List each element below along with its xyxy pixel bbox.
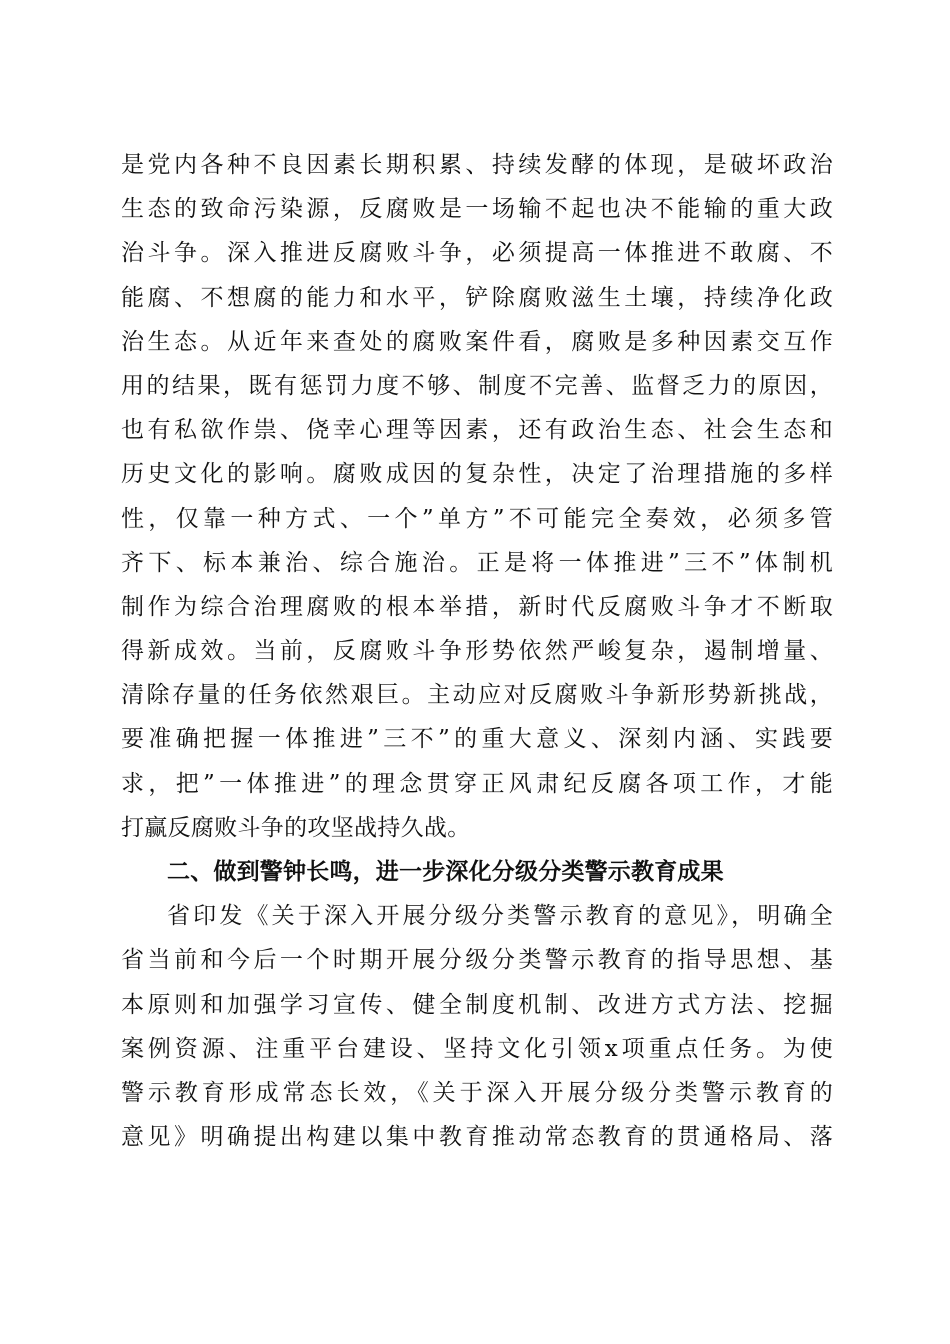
text-line: 用的结果，既有惩罚力度不够、制度不完善、监督乏力的原因，	[121, 372, 833, 399]
text-line: 性，仅靠一种方式、一个”单方”不可能完全奏效，必须多管	[121, 505, 833, 532]
text-line: 清除存量的任务依然艰巨。主动应对反腐败斗争新形势新挑战，	[121, 682, 833, 709]
text-line: 意见》明确提出构建以集中教育推动常态教育的贯通格局、落	[121, 1124, 833, 1151]
paragraph-2	[121, 894, 833, 1159]
text-line: 得新成效。当前，反腐败斗争形势依然严峻复杂，遏制增量、	[121, 638, 833, 665]
text-line: 省当前和今后一个时期开展分级分类警示教育的指导思想、基	[121, 947, 833, 974]
text-line: 案例资源、注重平台建设、坚持文化引领x项重点任务。为使	[121, 1035, 833, 1062]
text-line: 齐下、标本兼治、综合施治。正是将一体推进”三不”体制机	[121, 549, 833, 576]
section-heading: 二、做到警钟长鸣，进一步深化分级分类警示教育成果	[167, 859, 724, 885]
text-line: 历史文化的影响。腐败成因的复杂性，决定了治理措施的多样	[121, 461, 833, 488]
text-line: 打赢反腐败斗争的攻坚战持久战。	[121, 814, 471, 841]
text-line: 警示教育形成常态长效，《关于深入开展分级分类警示教育的	[121, 1079, 833, 1106]
document-body	[121, 143, 833, 1159]
paragraph-1	[121, 143, 833, 850]
text-line: 制作为综合治理腐败的根本举措，新时代反腐败斗争才不断取	[121, 593, 833, 620]
text-line: 能腐、不想腐的能力和水平，铲除腐败滋生土壤，持续净化政	[121, 284, 833, 311]
text-line: 治斗争。深入推进反腐败斗争，必须提高一体推进不敢腐、不	[121, 240, 833, 267]
text-line: 省印发《关于深入开展分级分类警示教育的意见》，明确全	[167, 903, 833, 930]
text-line: 也有私欲作祟、侥幸心理等因素，还有政治生态、社会生态和	[121, 417, 833, 444]
text-line: 是党内各种不良因素长期积累、持续发酵的体现，是破坏政治	[121, 152, 833, 178]
text-line: 生态的致命污染源，反腐败是一场输不起也决不能输的重大政	[121, 196, 833, 223]
text-line: 治生态。从近年来查处的腐败案件看，腐败是多种因素交互作	[121, 328, 833, 355]
text-line: 本原则和加强学习宣传、健全制度机制、改进方式方法、挖掘	[121, 991, 833, 1018]
text-line: 要准确把握一体推进”三不”的重大意义、深刻内涵、实践要	[121, 726, 833, 753]
text-line: 求，把”一体推进”的理念贯穿正风肃纪反腐各项工作，才能	[121, 770, 833, 797]
